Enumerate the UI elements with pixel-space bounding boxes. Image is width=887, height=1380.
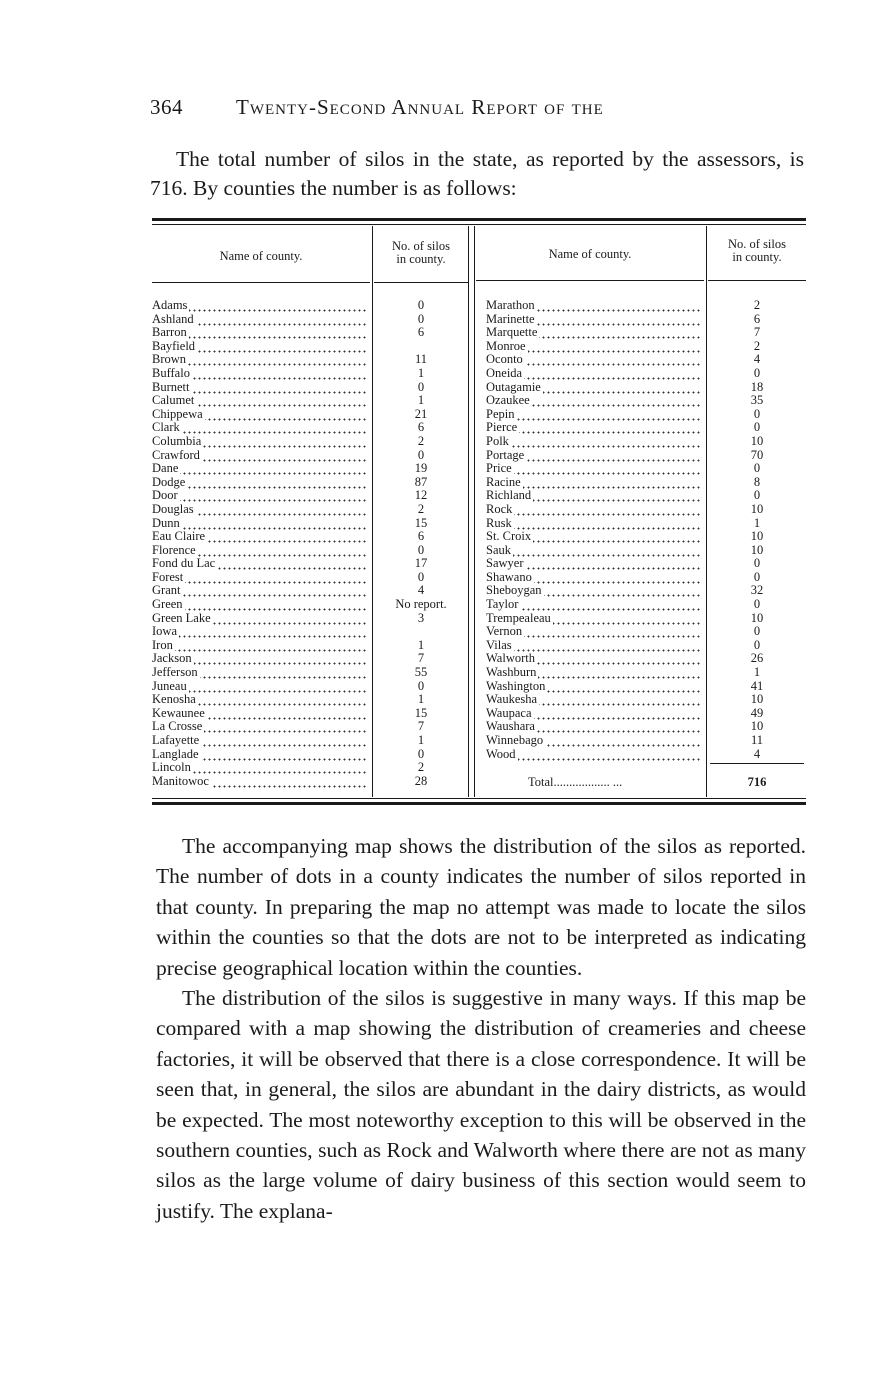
- county-name: [152, 748, 366, 762]
- county-name-text: Pepin: [486, 407, 515, 421]
- county-name: [486, 326, 700, 340]
- paragraph: The distribution of the silos is suggestive in many ways. If this map be compared with a map showing the distribution of creameries and cheese factories, it will be observed that there is a close correspondence. It will be seen that, in general, the silos are abundant in the dairy districts, as would be expected. The most noteworthy exception to this will be observed in the southern counties, such as Rock and Walworth where there are not as many silos as the large volume of dairy business of this section would seem to justify. The explana-: [156, 986, 806, 1223]
- silo-count: 28: [414, 774, 428, 788]
- county-name: [486, 381, 700, 395]
- silo-count: 6: [417, 421, 425, 435]
- header-county-left: Name of county.: [219, 249, 303, 263]
- county-name-text: Sheboygan: [486, 584, 542, 598]
- county-name: [152, 489, 366, 503]
- county-name-text: Columbia: [152, 434, 202, 448]
- total-value: 716: [747, 775, 767, 789]
- silo-count: 1: [753, 666, 761, 680]
- county-name: [486, 489, 700, 503]
- county-name: [486, 408, 700, 422]
- county-name-text: Brown: [152, 353, 187, 367]
- silo-count: 1: [417, 394, 425, 408]
- silo-count: 0: [417, 380, 425, 394]
- county-name: [152, 408, 366, 422]
- county-name: [486, 571, 700, 585]
- county-name-text: Pierce: [486, 421, 518, 435]
- county-name: [152, 476, 366, 490]
- county-name: [486, 720, 700, 734]
- county-name-text: Marquette: [486, 326, 538, 340]
- county-name-text: Trempealeau: [486, 611, 551, 625]
- county-name: [152, 449, 366, 463]
- silo-count: 11: [750, 734, 764, 747]
- county-name-text: La Crosse: [152, 720, 203, 734]
- header-count-left: [374, 240, 468, 266]
- county-name-text: Shawano: [486, 570, 532, 584]
- county-name: [486, 652, 700, 666]
- county-name-text: Oconto: [486, 353, 523, 367]
- right-county-column: [486, 299, 700, 761]
- county-name-text: Fond du Lac: [152, 557, 216, 571]
- county-name-text: Chippewa: [152, 407, 203, 421]
- county-name: [486, 748, 700, 762]
- county-name-text: Calumet: [152, 394, 195, 408]
- silo-count: [374, 340, 468, 354]
- county-name-text: Walworth: [486, 652, 535, 666]
- silo-count: 0: [753, 421, 761, 435]
- county-name-text: Rock: [486, 502, 513, 516]
- silo-count: 15: [414, 516, 428, 530]
- county-name-text: Portage: [486, 448, 525, 462]
- county-name-text: Door: [152, 489, 178, 503]
- county-name: [486, 462, 700, 476]
- silo-count: 7: [417, 720, 425, 734]
- silo-count: 15: [414, 706, 428, 720]
- silo-count: 18: [750, 380, 764, 394]
- silo-count: 1: [417, 638, 425, 652]
- county-name-text: Dunn: [152, 516, 180, 530]
- column-divider: [468, 226, 469, 797]
- silo-table: [152, 218, 806, 806]
- silo-count: 49: [750, 706, 764, 720]
- county-name: [152, 394, 366, 408]
- county-name: [486, 707, 700, 721]
- county-name-text: Marathon: [486, 299, 535, 312]
- silo-count: 10: [750, 502, 764, 516]
- county-name-text: Rusk: [486, 516, 512, 530]
- silo-count: 7: [417, 652, 425, 666]
- silo-count: 0: [753, 598, 761, 612]
- body-text: [156, 831, 806, 1226]
- silo-count: 10: [750, 720, 764, 734]
- county-name-text: Bayfield: [152, 339, 196, 353]
- county-name-text: Polk: [486, 434, 509, 448]
- county-name: [486, 394, 700, 408]
- county-name: [152, 462, 366, 476]
- county-name: [152, 503, 366, 517]
- county-name: [152, 353, 366, 367]
- county-name: [486, 584, 700, 598]
- total-rule: [710, 763, 804, 764]
- intro-paragraph: The total number of silos in the state, as reported by the assessors, is 716. By counties the number is as follows:: [150, 147, 804, 200]
- county-name-text: Crawford: [152, 448, 200, 462]
- county-name: [152, 680, 366, 694]
- county-name-text: Grant: [152, 584, 181, 598]
- silo-count: 1: [417, 366, 425, 380]
- silo-count: 0: [753, 557, 761, 571]
- county-name: [486, 435, 700, 449]
- county-name: [152, 421, 366, 435]
- total-label: Total.................. ...: [528, 775, 623, 789]
- county-name-text: Vernon: [486, 625, 523, 639]
- county-name: [152, 571, 366, 585]
- county-name-text: Washburn: [486, 666, 537, 680]
- county-name-text: Outagamie: [486, 380, 541, 394]
- county-name: [152, 707, 366, 721]
- header-count-line2: in county.: [396, 252, 446, 266]
- county-name-text: Lafayette: [152, 734, 200, 747]
- table-bottom-rule: [152, 802, 806, 805]
- county-name-text: Richland: [486, 489, 532, 503]
- silo-count: 10: [750, 611, 764, 625]
- county-name: [152, 557, 366, 571]
- silo-count: 7: [753, 326, 761, 340]
- county-name: [486, 734, 700, 748]
- silo-count: 4: [753, 747, 761, 761]
- silo-count: 4: [753, 353, 761, 367]
- county-name: [486, 476, 700, 490]
- silo-count: 2: [417, 761, 425, 775]
- county-name-text: Winnebago: [486, 734, 544, 747]
- column-divider: [706, 226, 707, 797]
- silo-count: No report.: [395, 598, 447, 612]
- county-name: [152, 313, 366, 327]
- silo-count: 35: [750, 394, 764, 408]
- header-rule: [476, 280, 704, 281]
- county-name-text: Florence: [152, 543, 196, 557]
- silo-count: 6: [417, 326, 425, 340]
- county-name-text: Washington: [486, 679, 546, 693]
- county-name-text: Eau Claire: [152, 530, 206, 544]
- county-name: [152, 584, 366, 598]
- county-name-text: Oneida: [486, 366, 523, 380]
- silo-count: 6: [753, 312, 761, 326]
- header-count-line2: in county.: [732, 250, 782, 264]
- silo-count: 0: [417, 299, 425, 312]
- county-name: [152, 299, 366, 313]
- county-name: [486, 639, 700, 653]
- silo-count: 10: [750, 693, 764, 707]
- silo-count: 0: [753, 366, 761, 380]
- county-name: [486, 503, 700, 517]
- county-name: [152, 340, 366, 354]
- county-name: [486, 353, 700, 367]
- county-name-text: Waupaca: [486, 706, 532, 720]
- county-name-text: Kewaunee: [152, 706, 205, 720]
- county-name: [152, 435, 366, 449]
- page-number: 364: [150, 95, 183, 119]
- silo-count: 0: [417, 448, 425, 462]
- silo-count: 2: [753, 339, 761, 353]
- county-name: [486, 680, 700, 694]
- silo-count: 11: [414, 353, 428, 367]
- silo-count: 2: [417, 434, 425, 448]
- silo-count: 1: [753, 516, 761, 530]
- county-name: [152, 761, 366, 775]
- silo-count: 0: [417, 543, 425, 557]
- silo-count: 0: [417, 679, 425, 693]
- county-name-text: Sawyer: [486, 557, 524, 571]
- silo-count: 0: [417, 747, 425, 761]
- header-count-right: [708, 238, 806, 264]
- table-top-rule: [152, 218, 806, 221]
- silo-count: 0: [417, 570, 425, 584]
- county-name: [152, 367, 366, 381]
- header-rule: [374, 282, 468, 283]
- silo-count: 12: [414, 489, 428, 503]
- county-name: [152, 517, 366, 531]
- silo-count: 10: [750, 543, 764, 557]
- county-name-text: Green: [152, 598, 183, 612]
- column-divider: [372, 226, 373, 797]
- county-name-text: Marinette: [486, 312, 535, 326]
- county-name-text: Manitowoc: [152, 774, 209, 788]
- silo-count: 10: [750, 530, 764, 544]
- silo-count: 0: [753, 570, 761, 584]
- silo-count: 0: [753, 638, 761, 652]
- county-name-text: Juneau: [152, 679, 187, 693]
- header-county-right: Name of county.: [548, 247, 632, 261]
- county-name: [152, 666, 366, 680]
- silo-count: 0: [753, 489, 761, 503]
- silo-count: 26: [750, 652, 764, 666]
- county-name-text: Barron: [152, 326, 187, 340]
- county-name-text: Buffalo: [152, 366, 190, 380]
- county-name-text: Kenosha: [152, 693, 196, 707]
- county-name-text: Green Lake: [152, 611, 211, 625]
- county-name: [152, 639, 366, 653]
- county-name: [152, 530, 366, 544]
- county-name: [486, 625, 700, 639]
- county-name-text: Adams: [152, 299, 188, 312]
- silo-count: 6: [417, 530, 425, 544]
- header-rule: [152, 282, 370, 283]
- county-name: [486, 340, 700, 354]
- county-name-text: Monroe: [486, 339, 526, 353]
- county-name: [486, 544, 700, 558]
- county-name: [152, 598, 366, 612]
- county-name-text: Waukesha: [486, 693, 538, 707]
- silo-count: 8: [753, 475, 761, 489]
- county-name: [152, 612, 366, 626]
- county-name: [486, 299, 700, 313]
- county-name: [486, 367, 700, 381]
- silo-count: 1: [417, 734, 425, 747]
- county-name-text: Racine: [486, 475, 521, 489]
- county-name: [152, 381, 366, 395]
- county-name-text: Taylor: [486, 598, 519, 612]
- county-name-text: Iowa: [152, 625, 177, 639]
- silo-count: 4: [417, 584, 425, 598]
- county-name: [486, 693, 700, 707]
- silo-count: 2: [753, 299, 761, 312]
- county-name-text: Douglas: [152, 502, 194, 516]
- county-name: [486, 666, 700, 680]
- silo-count: 17: [414, 557, 428, 571]
- county-name: [152, 652, 366, 666]
- county-name-text: Dane: [152, 462, 179, 476]
- county-name-text: Ashland: [152, 312, 194, 326]
- silo-count: 87: [414, 475, 428, 489]
- county-name-text: Langlade: [152, 747, 199, 761]
- county-name-text: Wood: [486, 747, 516, 761]
- county-name: [152, 734, 366, 748]
- table-bottom-rule-thin: [152, 798, 806, 799]
- county-name-text: Forest: [152, 570, 184, 584]
- county-name-text: Iron: [152, 638, 173, 652]
- table-top-rule-thin: [152, 224, 806, 225]
- county-name: [486, 421, 700, 435]
- county-name-text: St. Croix: [486, 530, 532, 544]
- county-name-text: Price: [486, 462, 512, 476]
- silo-count: 3: [417, 611, 425, 625]
- county-name: [486, 313, 700, 327]
- silo-count: 70: [750, 448, 764, 462]
- column-divider: [474, 226, 475, 797]
- silo-count: 2: [417, 502, 425, 516]
- silo-count: 0: [417, 312, 425, 326]
- silo-count: 32: [750, 584, 764, 598]
- silo-count: 41: [750, 679, 764, 693]
- county-name: [152, 625, 366, 639]
- county-name: [152, 544, 366, 558]
- county-name-text: Sauk: [486, 543, 511, 557]
- county-name-text: Vilas: [486, 638, 512, 652]
- header-count-line1: No. of silos: [728, 237, 786, 251]
- paragraph: The accompanying map shows the distribution of the silos as reported. The number of dots in a county indicates the number of silos reported in that county. In preparing the map no attempt was made to locate the silos within the counties so that the dots are not to be interpreted as indicating precise geographical location within the counties.: [156, 834, 806, 980]
- header-count-line1: No. of silos: [392, 239, 450, 253]
- county-name-text: Ozaukee: [486, 394, 530, 408]
- silo-count: 19: [414, 462, 428, 476]
- silo-count: 21: [414, 407, 428, 421]
- county-name-text: Lincoln: [152, 761, 191, 775]
- total-label-text: Total: [528, 775, 554, 789]
- county-name: [486, 530, 700, 544]
- left-count-column: [374, 299, 468, 788]
- county-name: [486, 557, 700, 571]
- county-name: [152, 720, 366, 734]
- silo-count: 1: [417, 693, 425, 707]
- silo-count: 55: [414, 666, 428, 680]
- county-name-text: Jefferson: [152, 666, 198, 680]
- silo-count: [374, 625, 468, 639]
- silo-count: 0: [753, 625, 761, 639]
- page-header: [150, 95, 810, 120]
- silo-count: 0: [753, 462, 761, 476]
- county-name-text: Jackson: [152, 652, 192, 666]
- county-name: [152, 775, 366, 789]
- county-name: [486, 449, 700, 463]
- silo-count: 10: [750, 434, 764, 448]
- right-count-column: [708, 299, 806, 761]
- silo-count: 0: [753, 407, 761, 421]
- left-county-column: [152, 299, 366, 788]
- county-name-text: Waushara: [486, 720, 535, 734]
- county-name: [486, 598, 700, 612]
- county-name-text: Burnett: [152, 380, 190, 394]
- county-name-text: Dodge: [152, 475, 186, 489]
- county-name: [486, 517, 700, 531]
- running-title: Twenty-Second Annual Report of the: [236, 95, 604, 119]
- county-name: [486, 612, 700, 626]
- county-name: [152, 693, 366, 707]
- header-rule: [708, 280, 806, 281]
- county-name: [152, 326, 366, 340]
- county-name-text: Clark: [152, 421, 180, 435]
